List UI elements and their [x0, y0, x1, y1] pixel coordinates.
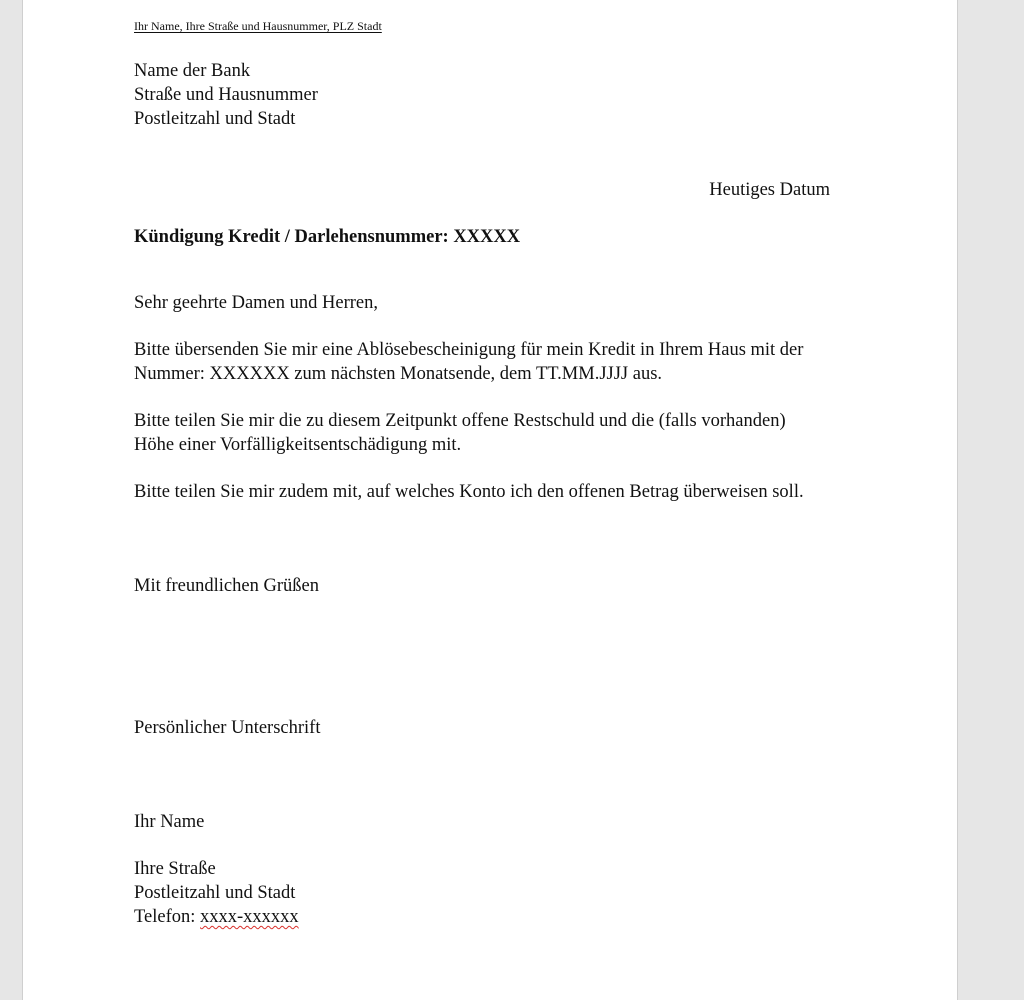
body-paragraph-3: Bitte teilen Sie mir zudem mit, auf welches Konto ich den offenen Betrag überweisen soll.	[134, 482, 804, 502]
sender-street: Ihre Straße	[134, 859, 216, 879]
body-paragraph-2-line-1: Bitte teilen Sie mir die zu diesem Zeitpunkt offene Restschuld und die (falls vorhanden)	[134, 411, 786, 431]
letter-date: Heutiges Datum	[709, 180, 830, 200]
recipient-postal-city: Postleitzahl und Stadt	[134, 109, 296, 129]
sender-name: Ihr Name	[134, 812, 205, 832]
sender-phone-label: Telefon:	[134, 907, 200, 927]
closing-formula: Mit freundlichen Grüßen	[134, 576, 319, 596]
recipient-street: Straße und Hausnummer	[134, 85, 318, 105]
body-paragraph-1-line-1: Bitte übersenden Sie mir eine Ablösebescheinigung für mein Kredit in Ihrem Haus mit der	[134, 340, 804, 360]
body-paragraph-2-line-2: Höhe einer Vorfälligkeitsentschädigung mit.	[134, 435, 462, 455]
sender-phone-value: xxxx-xxxxxx	[200, 907, 299, 927]
body-paragraph-2	[134, 409, 786, 457]
body-paragraph-1-line-2: Nummer: XXXXXX zum nächsten Monatsende, dem TT.MM.JJJJ aus.	[134, 364, 663, 384]
document-page	[22, 0, 958, 1000]
signature-line: Persönlicher Unterschrift	[134, 718, 321, 738]
salutation: Sehr geehrte Damen und Herren,	[134, 293, 378, 313]
sender-phone	[134, 905, 299, 929]
body-paragraph-1	[134, 338, 803, 386]
sender-postal-city: Postleitzahl und Stadt	[134, 883, 296, 903]
recipient-bank-name: Name der Bank	[134, 61, 251, 81]
recipient-address	[134, 59, 318, 131]
sender-return-line: Ihr Name, Ihre Straße und Hausnummer, PLZ Stadt	[134, 19, 382, 33]
sender-address	[134, 857, 299, 929]
letter-subject: Kündigung Kredit / Darlehensnummer: XXXXX	[134, 227, 521, 247]
